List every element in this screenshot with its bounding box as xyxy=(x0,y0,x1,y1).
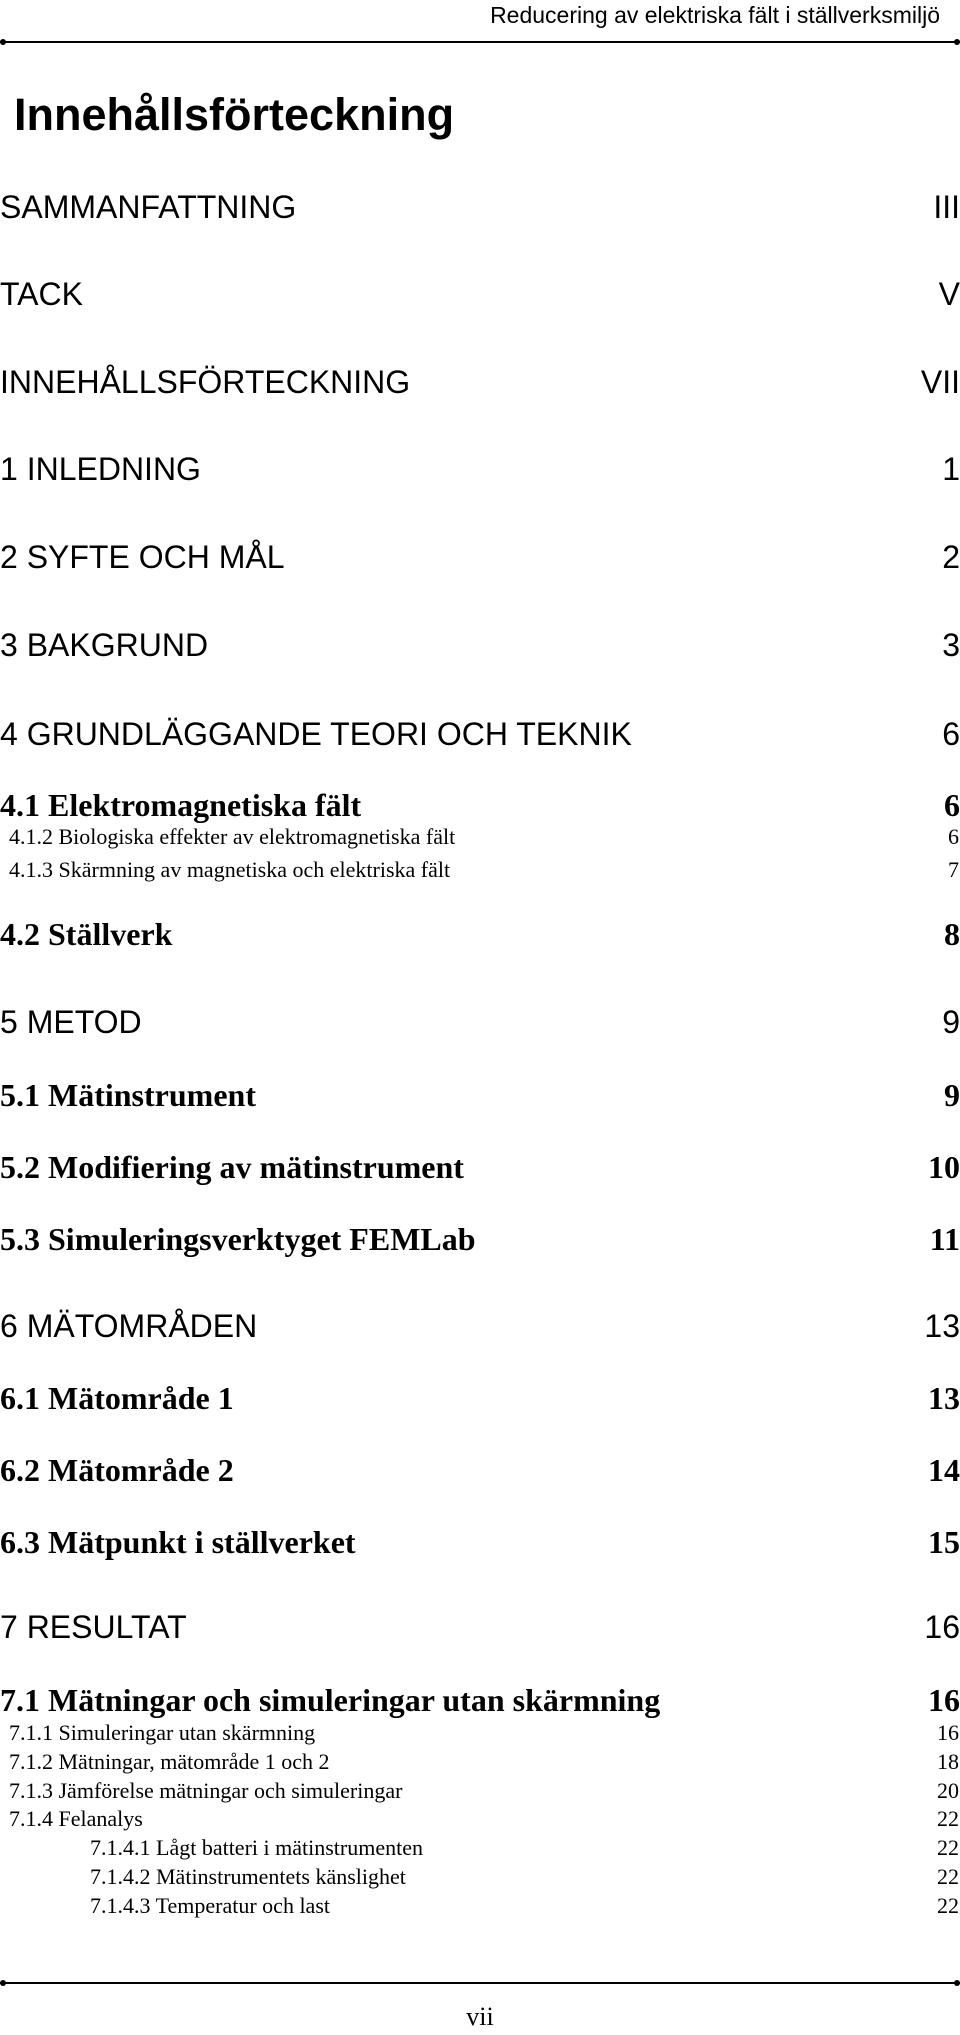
toc-entry-page: 22 xyxy=(937,1806,959,1831)
toc-entry-femlab xyxy=(0,1219,960,1259)
toc-entry-label: 2 SYFTE OCH MÅL xyxy=(0,538,285,575)
toc-entry-label: INNEHÅLLSFÖRTECKNING xyxy=(0,363,411,400)
toc-entry-page: 2 xyxy=(942,538,960,575)
toc-entry-label: 7 RESULTAT xyxy=(0,1608,187,1645)
toc-entry-page: V xyxy=(938,275,960,312)
toc-entry-syfte-och-mal xyxy=(0,537,960,577)
toc-entry-page: 22 xyxy=(937,1864,959,1889)
toc-entry-label: 7.1.4 Felanalys xyxy=(9,1806,143,1831)
toc-entry-matpunkt xyxy=(0,1522,960,1562)
toc-entry-inledning xyxy=(0,449,960,489)
toc-entry-label: 4 GRUNDLÄGGANDE TEORI OCH TEKNIK xyxy=(0,715,632,752)
toc-entry-temperatur-och-last xyxy=(0,1886,960,1926)
toc-title: Innehållsförteckning xyxy=(14,89,455,140)
toc-entry-page: 13 xyxy=(928,1379,960,1416)
toc-entry-page: 10 xyxy=(928,1148,960,1185)
toc-entry-label: 5.3 Simuleringsverktyget FEMLab xyxy=(0,1220,476,1257)
toc-entry-label: 7.1.1 Simuleringar utan skärmning xyxy=(9,1720,316,1745)
toc-entry-label: 6.2 Mätområde 2 xyxy=(0,1451,234,1488)
toc-entry-modifiering xyxy=(0,1147,960,1187)
toc-entry-label: 6 MÄTOMRÅDEN xyxy=(0,1307,258,1344)
toc-entry-page: 16 xyxy=(928,1681,960,1718)
toc-entry-innehallsforteckning xyxy=(0,362,960,402)
toc-entry-label: 6.3 Mätpunkt i ställverket xyxy=(0,1523,356,1560)
toc-entry-sammanfattning xyxy=(0,187,960,227)
toc-entry-page: 3 xyxy=(942,626,960,663)
toc-entry-label: 7.1.2 Mätningar, mätområde 1 och 2 xyxy=(9,1749,330,1774)
toc-entry-label: 4.1.3 Skärmning av magnetiska och elektriska fält xyxy=(9,857,451,882)
toc-entry-label: 4.1 Elektromagnetiska fält xyxy=(0,786,362,823)
toc-entry-label: 5.1 Mätinstrument xyxy=(0,1076,256,1113)
footer-rule xyxy=(0,1982,960,1984)
toc-entry-matomrade-2 xyxy=(0,1450,960,1490)
toc-entry-label: 7.1.3 Jämförelse mätningar och simuleringar xyxy=(9,1778,403,1803)
toc-entry-label: 7.1.4.1 Lågt batteri i mätinstrumenten xyxy=(90,1835,423,1860)
toc-entry-page: 22 xyxy=(937,1835,959,1860)
toc-entry-page: 9 xyxy=(944,1076,960,1113)
toc-entry-page: 14 xyxy=(928,1451,960,1488)
toc-entry-page: III xyxy=(933,188,960,225)
toc-entry-matomraden xyxy=(0,1306,960,1346)
toc-entry-bakgrund xyxy=(0,625,960,665)
toc-entry-page: 9 xyxy=(942,1003,960,1040)
toc-entry-label: 7.1 Mätningar och simuleringar utan skärmning xyxy=(0,1681,661,1718)
toc-entry-matomrade-1 xyxy=(0,1378,960,1418)
toc-entry-label: 7.1.4.3 Temperatur och last xyxy=(90,1893,330,1918)
toc-entry-tack xyxy=(0,274,960,314)
toc-entry-skarmning xyxy=(0,850,960,890)
header-rule xyxy=(0,41,960,43)
toc-entry-label: 5 METOD xyxy=(0,1003,142,1040)
toc-entry-grundlaggande-teori xyxy=(0,714,960,754)
toc-entry-stallverk xyxy=(0,914,960,954)
running-header: Reducering av elektriska fält i ställverksmiljö xyxy=(490,2,940,28)
toc-entry-matinstrument xyxy=(0,1075,960,1115)
toc-entry-resultat xyxy=(0,1607,960,1647)
toc-entry-page: 15 xyxy=(928,1523,960,1560)
toc-entry-page: 1 xyxy=(942,450,960,487)
toc-entry-label: 6.1 Mätområde 1 xyxy=(0,1379,234,1416)
toc-entry-page: 6 xyxy=(944,786,960,823)
toc-entry-page: 22 xyxy=(937,1893,959,1918)
toc-entry-page: 7 xyxy=(948,857,959,882)
toc-entry-page: 20 xyxy=(937,1778,959,1803)
toc-entry-label: 3 BAKGRUND xyxy=(0,626,209,663)
toc-entry-page: 11 xyxy=(929,1220,960,1257)
toc-entry-metod xyxy=(0,1002,960,1042)
toc-entry-page: 16 xyxy=(937,1720,959,1745)
page-number: vii xyxy=(466,2002,494,2031)
toc-entry-page: VII xyxy=(920,363,960,400)
toc-entry-page: 6 xyxy=(942,715,960,752)
toc-entry-page: 8 xyxy=(944,915,960,952)
toc-entry-label: 4.2 Ställverk xyxy=(0,915,173,952)
toc-entry-label: 1 INLEDNING xyxy=(0,450,201,487)
toc-entry-label: TACK xyxy=(0,275,83,312)
toc-entry-page: 18 xyxy=(937,1749,959,1774)
toc-entry-page: 13 xyxy=(924,1307,960,1344)
toc-entry-page: 16 xyxy=(924,1608,960,1645)
toc-entry-label: 7.1.4.2 Mätinstrumentets känslighet xyxy=(90,1864,406,1889)
toc-entry-label: 5.2 Modifiering av mätinstrument xyxy=(0,1148,464,1185)
toc-entry-label: SAMMANFATTNING xyxy=(0,188,297,225)
toc-entry-label: 4.1.2 Biologiska effekter av elektromagnetiska fält xyxy=(9,824,456,849)
toc-entry-page: 6 xyxy=(948,824,959,849)
